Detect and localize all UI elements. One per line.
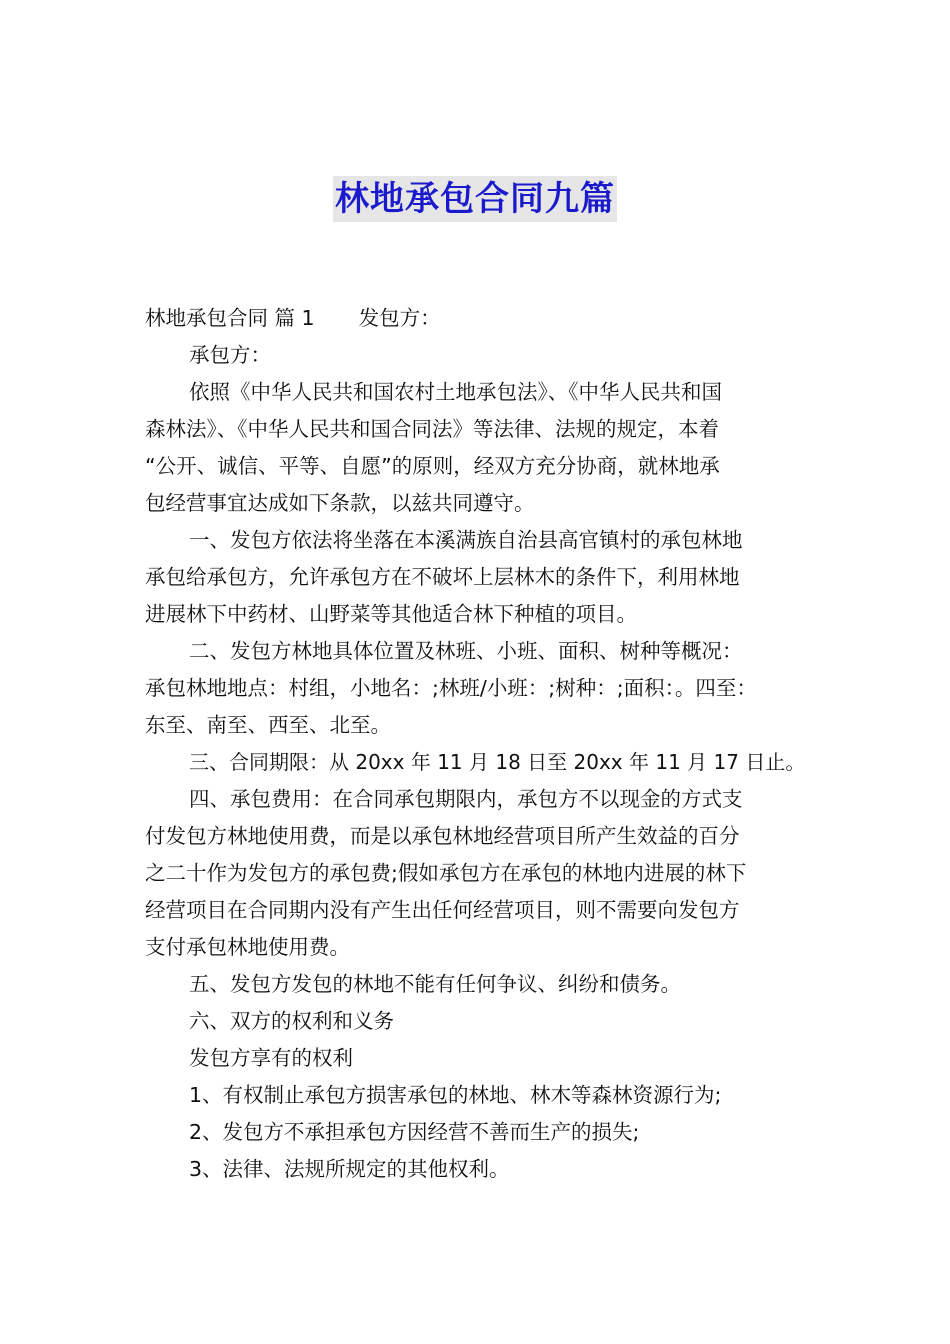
paragraph-line: 进展林下中药材、山野菜等其他适合林下种植的项目。 [145, 602, 637, 626]
paragraph-line: 东至、南至、西至、北至。 [145, 713, 391, 737]
paragraph-line: 四、承包费用：在合同承包期限内，承包方不以现金的方式支 [189, 787, 743, 811]
paragraph-line: 发包方享有的权利 [189, 1046, 353, 1070]
paragraph-line: 付发包方林地使用费，而是以承包林地经营项目所产生效益的百分 [145, 824, 740, 848]
heading-line [145, 300, 817, 337]
paragraph-line: 承包林地地点：村组，小地名：;林班/小班：;树种：;面积：。四至： [145, 676, 757, 700]
paragraph-line: 承包方： [189, 343, 271, 367]
paragraph-line: 五、发包方发包的林地不能有任何争议、纠纷和债务。 [189, 972, 681, 996]
list-item: 2、发包方不承担承包方因经营不善而生产的损失; [189, 1120, 640, 1144]
paragraph-line: 承包给承包方，允许承包方在不破坏上层林木的条件下，利用林地 [145, 565, 740, 589]
paragraph-line: 一、发包方依法将坐落在本溪满族自治县高官镇村的承包林地 [189, 528, 743, 552]
paragraph-line: 森林法》、《中华人民共和国合同法》等法律、法规的规定，本着 [145, 417, 719, 441]
paragraph-line: 经营项目在合同期内没有产生出任何经营项目，则不需要向发包方 [145, 898, 740, 922]
document-body [145, 300, 817, 1188]
list-item: 3、法律、法规所规定的其他权利。 [189, 1157, 510, 1181]
document-title: 林地承包合同九篇 [333, 176, 617, 222]
paragraph-line: 二、发包方林地具体位置及林班、小班、面积、树种等概况： [189, 639, 743, 663]
title-container [0, 176, 950, 222]
paragraph-line: 六、双方的权利和义务 [189, 1009, 394, 1033]
paragraph-line: 依照《中华人民共和国农村土地承包法》、《中华人民共和国 [189, 380, 722, 404]
party-a-label: 发包方： [358, 306, 441, 330]
paragraph-line: 之二十作为发包方的承包费;假如承包方在承包的林地内进展的林下 [145, 861, 747, 885]
paragraph-line: 三、合同期限：从 20xx 年 11 月 18 日至 20xx 年 11 月 17 日止。 [189, 750, 806, 774]
contract-heading: 林地承包合同 篇 1 [145, 306, 315, 330]
paragraph-line: “公开、诚信、平等、自愿”的原则，经双方充分协商，就林地承 [145, 454, 720, 478]
paragraph-line: 支付承包林地使用费。 [145, 935, 350, 959]
paragraph-line: 包经营事宜达成如下条款，以兹共同遵守。 [145, 491, 535, 515]
list-item: 1、有权制止承包方损害承包的林地、林木等森林资源行为; [189, 1083, 722, 1107]
